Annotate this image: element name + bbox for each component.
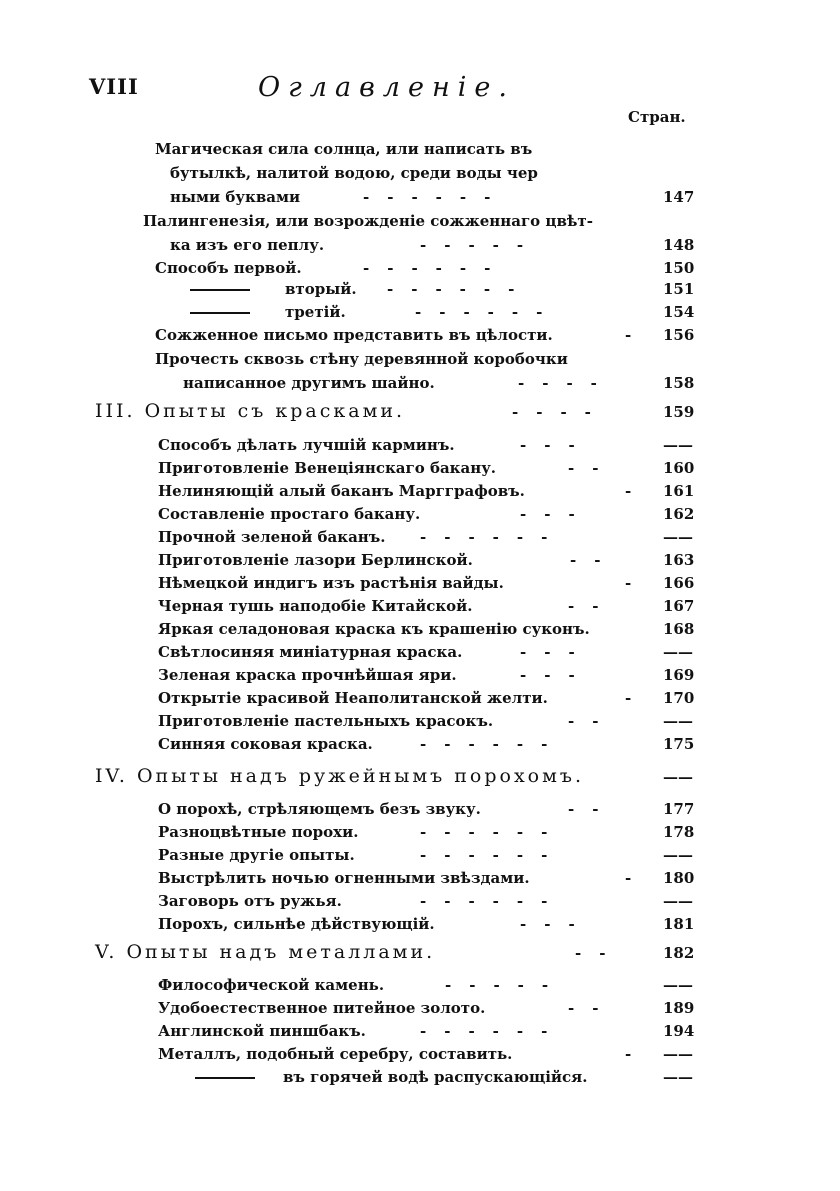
leader-dots: -- bbox=[568, 800, 617, 818]
toc-page: —— bbox=[663, 1068, 693, 1086]
toc-page: 161 bbox=[663, 482, 695, 500]
toc-entry: Свѣтлосиняя миніатурная краска. bbox=[158, 643, 463, 661]
leader-dots: ------ bbox=[363, 259, 509, 277]
toc-entry: Разные другіе опыты. bbox=[158, 846, 355, 864]
leader-dots: ---- bbox=[512, 403, 609, 421]
leader-dots: --- bbox=[520, 666, 593, 684]
toc-page: 148 bbox=[663, 236, 695, 254]
toc-page: 168 bbox=[663, 620, 695, 638]
toc-entry: ными буквами bbox=[170, 188, 301, 206]
toc-page: 180 bbox=[663, 869, 695, 887]
toc-entry: Философической камень. bbox=[158, 976, 385, 994]
leader-dots: ----- bbox=[420, 236, 542, 254]
toc-page: 189 bbox=[663, 999, 695, 1017]
toc-page: 167 bbox=[663, 597, 695, 615]
toc-page: 181 bbox=[663, 915, 695, 933]
toc-entry: Сожженное письмо представить въ цѣлости. bbox=[155, 326, 553, 344]
toc-entry: Металлъ, подобный серебру, составить. bbox=[158, 1045, 513, 1063]
leader-dots: ------ bbox=[420, 892, 566, 910]
leader-dots: - bbox=[625, 869, 650, 887]
leader-dots: ------ bbox=[420, 528, 566, 546]
leader-dots: --- bbox=[520, 436, 593, 454]
toc-entry: Удобоестественное питейное золото. bbox=[158, 999, 486, 1017]
toc-entry: вторый. bbox=[285, 280, 357, 298]
toc-entry: въ горячей водѣ распускающійся. bbox=[283, 1068, 588, 1086]
leader-dots: -- bbox=[575, 944, 624, 962]
leader-dots: ------ bbox=[420, 1022, 566, 1040]
toc-entry: Синняя соковая краска. bbox=[158, 735, 373, 753]
toc-page: —— bbox=[663, 643, 693, 661]
toc-page: —— bbox=[663, 712, 693, 730]
toc-entry: бутылкѣ, налитой водою, среди воды чер bbox=[170, 164, 538, 182]
toc-entry: Англинской пиншбакъ. bbox=[158, 1022, 366, 1040]
toc-entry: Способъ дѣлать лучшій карминъ. bbox=[158, 436, 455, 454]
toc-entry: Нелиняющій алый баканъ Маргграфовъ. bbox=[158, 482, 525, 500]
toc-entry: Разноцвѣтные порохи. bbox=[158, 823, 359, 841]
toc-page: —— bbox=[663, 1045, 693, 1063]
toc-entry: Приготовленіе Венеціянскаго бакану. bbox=[158, 459, 497, 477]
leader-dots: - bbox=[625, 482, 650, 500]
toc-entry: Заговорь отъ ружья. bbox=[158, 892, 342, 910]
toc-page: —— bbox=[663, 846, 693, 864]
toc-page: 177 bbox=[663, 800, 695, 818]
leader-dots: ----- bbox=[445, 976, 567, 994]
toc-page: 170 bbox=[663, 689, 695, 707]
leader-dots: --- bbox=[520, 505, 593, 523]
leader-dots: ------ bbox=[387, 280, 533, 298]
toc-page: 194 bbox=[663, 1022, 695, 1040]
section-title: III. Опыты съ красками. bbox=[95, 400, 406, 422]
toc-entry: Черная тушь наподобіе Китайской. bbox=[158, 597, 473, 615]
toc-page: —— bbox=[663, 892, 693, 910]
toc-entry: О порохѣ, стрѣляющемъ безъ звуку. bbox=[158, 800, 481, 818]
leader-dots: ------ bbox=[420, 735, 566, 753]
section-page: —— bbox=[663, 768, 693, 786]
toc-page: 169 bbox=[663, 666, 695, 684]
leader-dots: -- bbox=[570, 551, 619, 569]
toc-entry: написанное другимъ шайно. bbox=[183, 374, 435, 392]
toc-entry: Порохъ, сильнѣе дѣйствующій. bbox=[158, 915, 435, 933]
toc-page: 160 bbox=[663, 459, 695, 477]
leader-dots: ------ bbox=[415, 303, 561, 321]
toc-entry: Палингенезія, или возрожденіе сожженнаго цвѣт- bbox=[143, 212, 593, 230]
toc-entry: третій. bbox=[285, 303, 346, 321]
leader-dots: -- bbox=[568, 999, 617, 1017]
section-page: 159 bbox=[663, 403, 695, 421]
toc-entry: Яркая селадоновая краска къ крашенію суконъ. bbox=[158, 620, 590, 638]
toc-entry: Приготовленіе пастельныхъ красокъ. bbox=[158, 712, 494, 730]
toc-page: —— bbox=[663, 976, 693, 994]
toc-page: —— bbox=[663, 436, 693, 454]
toc-entry: Прочной зеленой баканъ. bbox=[158, 528, 386, 546]
toc-page: 147 bbox=[663, 188, 695, 206]
toc-entry: Способъ первой. bbox=[155, 259, 302, 277]
toc-entry: Выстрѣлить ночью огненными звѣздами. bbox=[158, 869, 530, 887]
leader-dots: --- bbox=[520, 915, 593, 933]
toc-page: 154 bbox=[663, 303, 695, 321]
toc-entry: Прочесть сквозь стѣну деревянной коробочки bbox=[155, 350, 568, 368]
leader-dots: - bbox=[625, 326, 650, 344]
leader-dots: -- bbox=[568, 712, 617, 730]
leader-dots: --- bbox=[520, 643, 593, 661]
ditto-dash bbox=[195, 1077, 255, 1079]
leader-dots: ---- bbox=[518, 374, 615, 392]
ditto-dash bbox=[190, 289, 250, 291]
toc-page: 163 bbox=[663, 551, 695, 569]
leader-dots: ------ bbox=[363, 188, 509, 206]
page-column-label: Стран. bbox=[628, 108, 686, 126]
leader-dots: -- bbox=[568, 459, 617, 477]
toc-page: 162 bbox=[663, 505, 695, 523]
leader-dots: - bbox=[625, 574, 650, 592]
section-page: 182 bbox=[663, 944, 695, 962]
toc-entry: Приготовленіе лазори Берлинской. bbox=[158, 551, 473, 569]
toc-entry: ка изъ его пеплу. bbox=[170, 236, 325, 254]
leader-dots: ------ bbox=[420, 846, 566, 864]
leader-dots: - bbox=[625, 1045, 650, 1063]
leader-dots: - bbox=[625, 689, 650, 707]
toc-entry: Магическая сила солнца, или написать въ bbox=[155, 140, 533, 158]
leader-dots: -- bbox=[568, 597, 617, 615]
toc-page: 150 bbox=[663, 259, 695, 277]
toc-page: 151 bbox=[663, 280, 695, 298]
toc-page: 158 bbox=[663, 374, 695, 392]
toc-entry: Зеленая краска прочнѣйшая яри. bbox=[158, 666, 457, 684]
toc-entry: Нѣмецкой индигъ изъ растѣнія вайды. bbox=[158, 574, 504, 592]
toc-entry: Открытіе красивой Неаполитанской желти. bbox=[158, 689, 548, 707]
section-title: IV. Опыты надъ ружейнымъ порохомъ. bbox=[95, 765, 585, 787]
toc-page: 178 bbox=[663, 823, 695, 841]
toc-page: 166 bbox=[663, 574, 695, 592]
toc-page: —— bbox=[663, 528, 693, 546]
section-title: V. Опыты надъ металлами. bbox=[95, 941, 436, 963]
leader-dots: ------ bbox=[420, 823, 566, 841]
ditto-dash bbox=[190, 312, 250, 314]
toc-page: 175 bbox=[663, 735, 695, 753]
toc-page: 156 bbox=[663, 326, 695, 344]
page-title: Оглавленіе. bbox=[258, 72, 515, 103]
page-number: VIII bbox=[89, 74, 139, 99]
toc-entry: Составленіе простаго бакану. bbox=[158, 505, 421, 523]
